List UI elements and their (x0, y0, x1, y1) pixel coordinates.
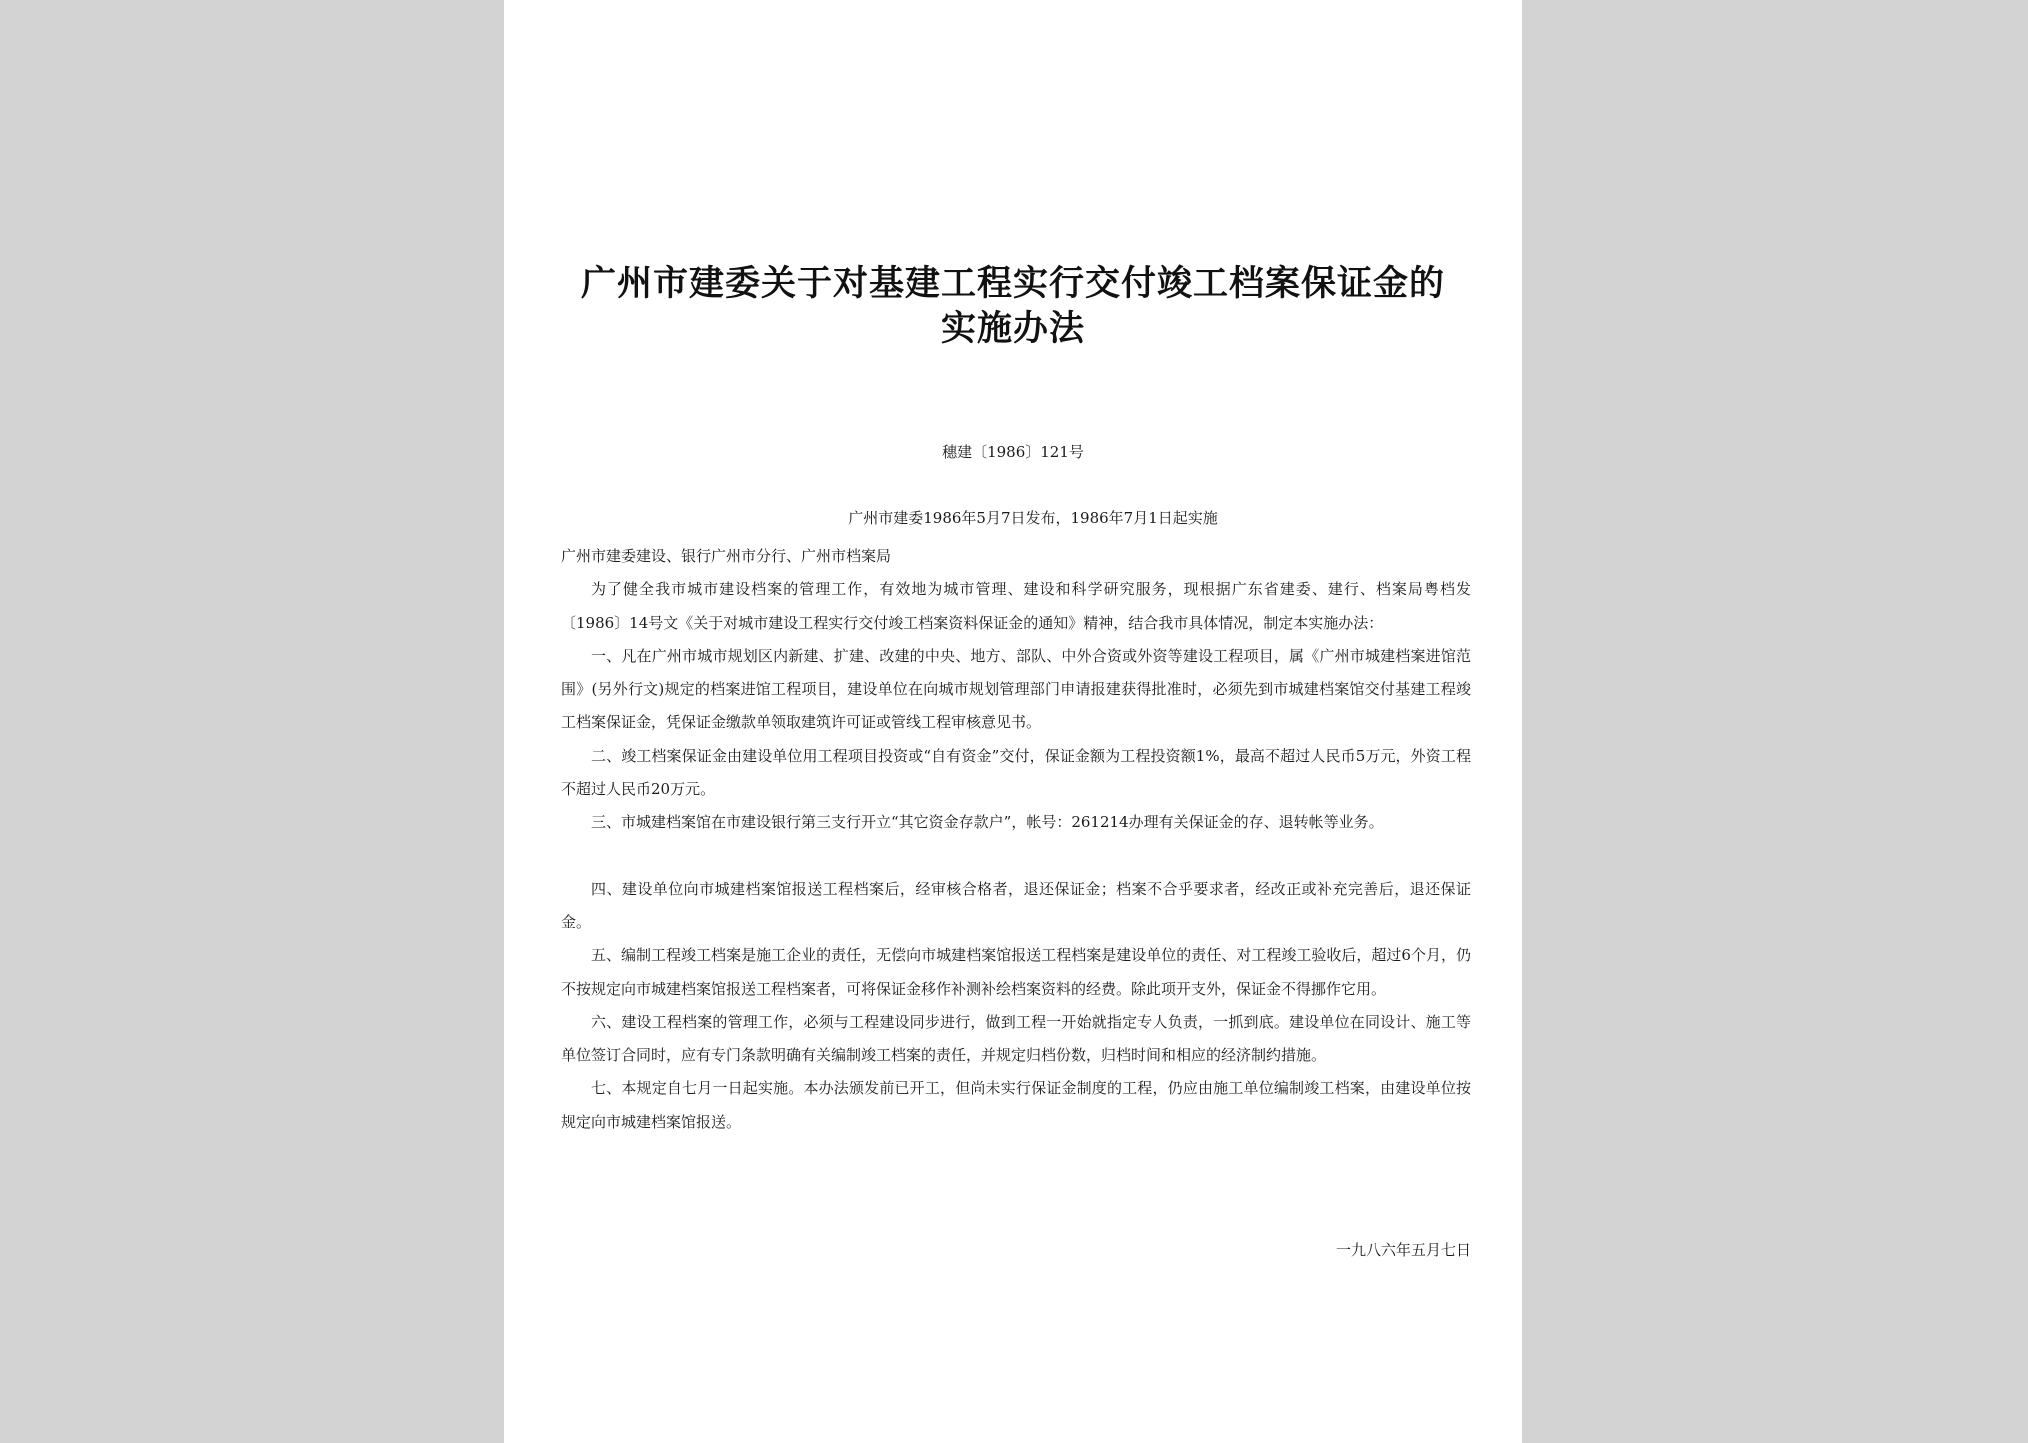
document-title (504, 262, 1522, 352)
paragraph-article-3: 三、市城建档案馆在市建设银行第三支行开立“其它资金存款户”，帐号：261214办理有关保证金的存、退转帐等业务。 (591, 813, 1384, 832)
paragraph-intro: 为了健全我市城市建设档案的管理工作，有效地为城市管理、建设和科学研究服务，现根据广东省建委、建行、档案局粤档发〔1986〕14号文《关于对城市建设工程实行交付竣工档案资料保证金的通知》精神，结合我市具体情况，制定本实施办法： (561, 580, 1471, 632)
document-date: 一九八六年五月七日 (1335, 1241, 1471, 1259)
title-line-2: 实施办法 (940, 309, 1085, 349)
paragraph-article-5: 五、编制工程竣工档案是施工企业的责任，无偿向市城建档案馆报送工程档案是建设单位的责任、对工程竣工验收后，超过6个月，仍不按规定向市城建档案馆报送工程档案者，可将保证金移作补测补绘档案资料的经费。除此项开支外，保证金不得挪作它用。 (561, 946, 1471, 998)
document-number: 穗建〔1986〕121号 (942, 443, 1084, 461)
recipients: 广州市建委建设、银行广州市分行、广州市档案局 (561, 547, 892, 565)
paragraph-article-4: 四、建设单位向市城建档案馆报送工程档案后，经审核合格者，退还保证金；档案不合乎要求者，经改正或补充完善后，退还保证金。 (561, 879, 1471, 931)
paragraph-article-7: 七、本规定自七月一日起实施。本办法颁发前已开工，但尚未实行保证金制度的工程，仍应由施工单位编制竣工档案，由建设单位按规定向市城建档案馆报送。 (561, 1079, 1471, 1131)
paragraph-article-6: 六、建设工程档案的管理工作，必须与工程建设同步进行，做到工程一开始就指定专人负责，一抓到底。建设单位在同设计、施工等单位签订合同时，应有专门条款明确有关编制竣工档案的责任，并规定归档份数，归档时间和相应的经济制约措施。 (561, 1012, 1471, 1065)
document-page (504, 0, 1522, 1443)
title-line-1: 广州市建委关于对基建工程实行交付竣工档案保证金的 (580, 264, 1445, 304)
issue-statement: 广州市建委1986年5月7日发布，1986年7月1日起实施 (848, 509, 1218, 527)
paragraph-article-1: 一、凡在广州市城市规划区内新建、扩建、改建的中央、地方、部队、中外合资或外资等建设工程项目，属《广州市城建档案进馆范围》(另外行文)规定的档案进馆工程项目，建设单位在向城市规划管理部门申请报建获得批准时，必须先到市城建档案馆交付基建工程竣工档案保证金，凭保证金缴款单领取建筑许可证或管线工程审核意见书。 (561, 646, 1471, 732)
paragraph-article-2: 二、竣工档案保证金由建设单位用工程项目投资或“自有资金”交付，保证金额为工程投资额1%，最高不超过人民币5万元，外资工程不超过人民币20万元。 (561, 746, 1471, 799)
document-body (561, 540, 1471, 1139)
